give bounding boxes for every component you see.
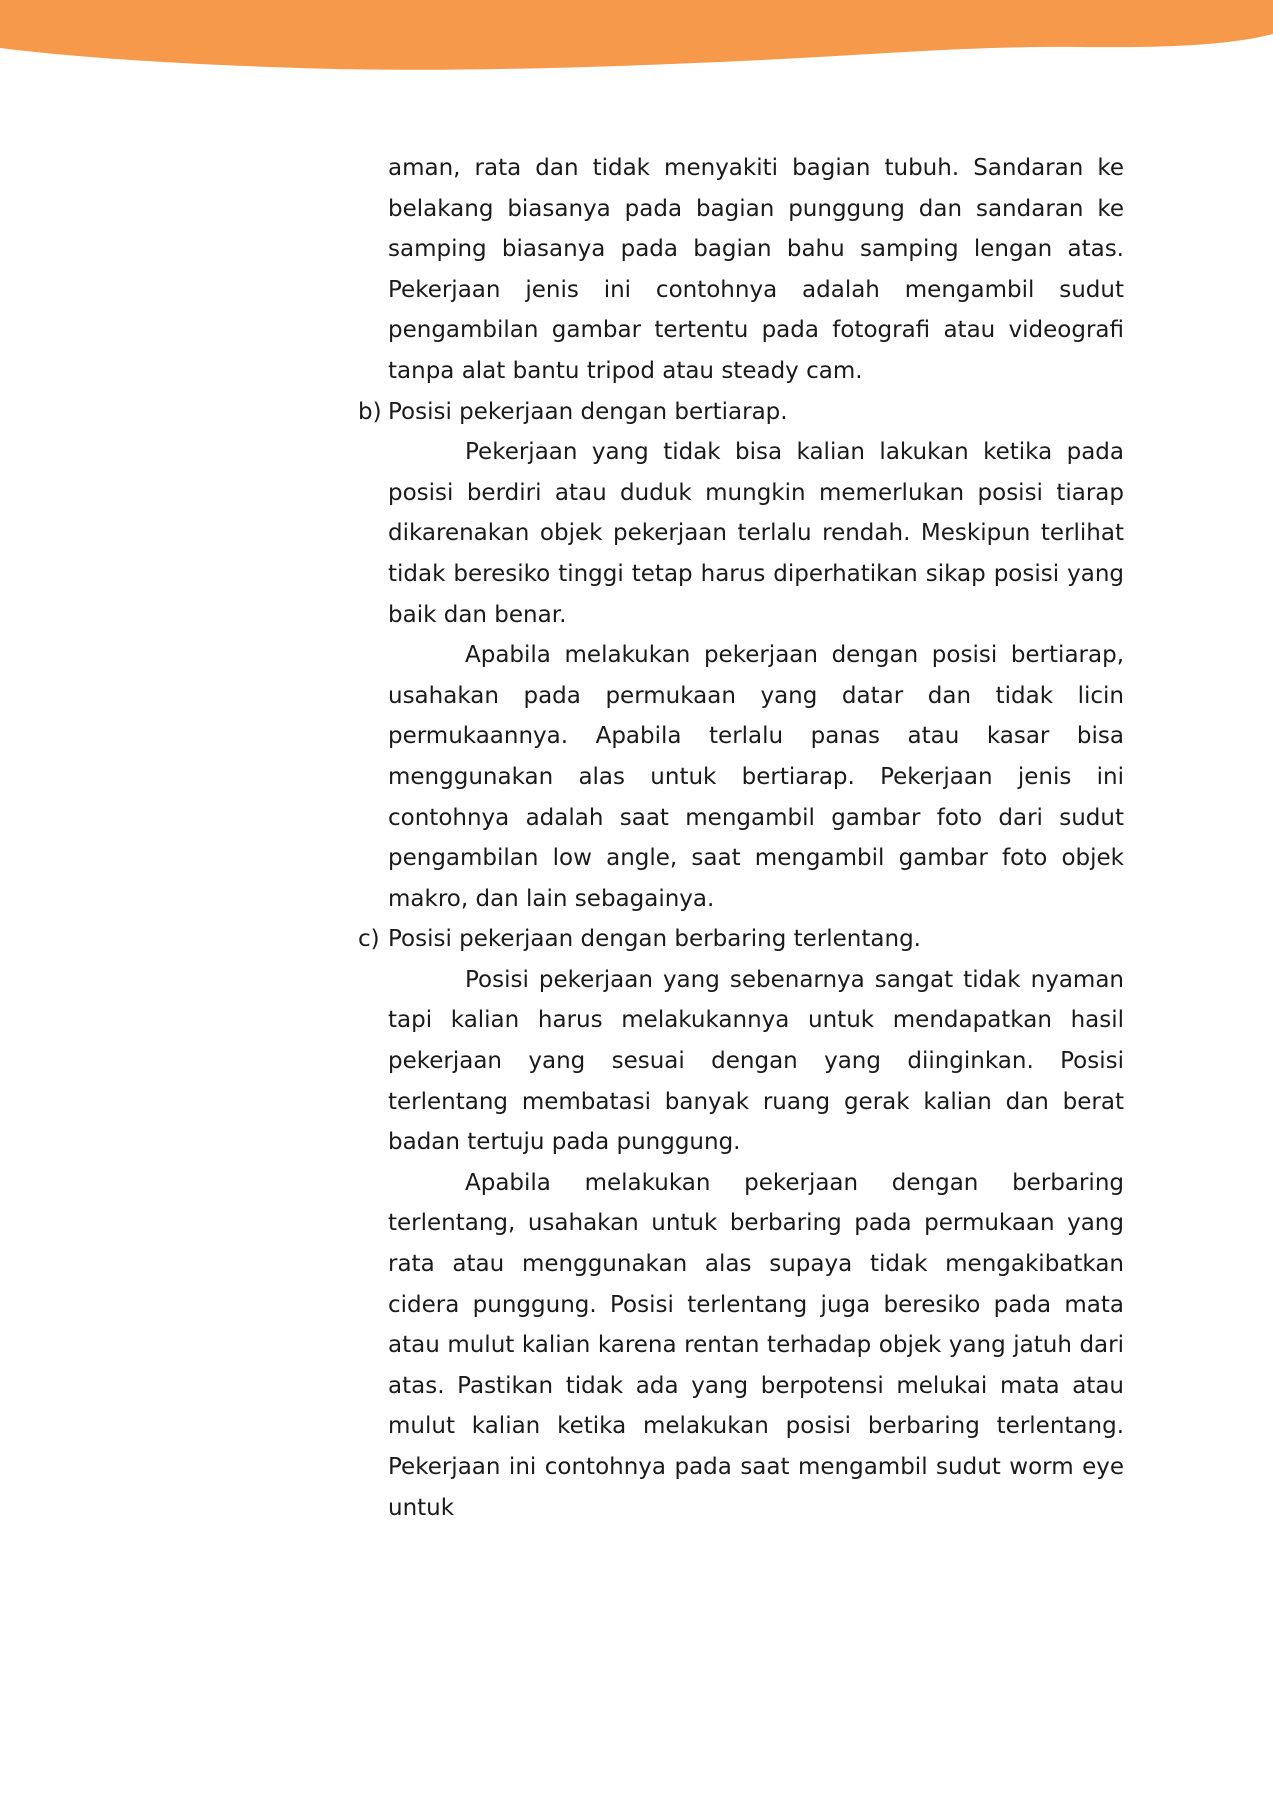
paragraph: Posisi pekerjaan yang sebenarnya sangat tidak nyaman tapi kalian harus melakukannya untuk mendapatkan hasil pekerjaan yang sesuai dengan yang diinginkan. Posisi terlentang membatasi banyak ruang gerak kalian dan berat badan tertuju pada punggung. [388,966,1124,1156]
paragraph: Apabila melakukan pekerjaan dengan berbaring terlentang, usahakan untuk berbaring pada permukaan yang rata atau menggunakan alas supaya tidak mengakibatkan cidera punggung. Posisi terlentang juga beresiko pada mata atau mulut kalian karena rentan terhadap objek yang jatuh dari atas. Pastikan tidak ada yang berpotensi melukai mata atau mulut kalian ketika melakukan posisi berbaring terlentang. Pekerjaan ini contohnya pada saat mengambil sudut worm eye untuk [388,1169,1124,1521]
intro-paragraph: aman, rata dan tidak menyakiti bagian tubuh. Sandaran ke belakang biasanya pada bagian punggung dan sandaran ke samping biasanya pada bagian bahu samping lengan atas. Pekerjaan jenis ini contohnya adalah mengambil sudut pengambilan gambar tertentu pada fotografi atau videografi tanpa alat bantu tripod atau steady cam. [388,155,1124,384]
list-item-c [358,919,1124,960]
header-wave-decoration [0,0,1273,80]
paragraph: Apabila melakukan pekerjaan dengan posisi bertiarap, usahakan pada permukaan yang datar dan tidak licin permukaannya. Apabila terlalu panas atau kasar bisa menggunakan alas untuk bertiarap. Pekerjaan jenis ini contohnya adalah saat mengambil gambar foto dari sudut pengambilan low angle, saat mengambil gambar foto objek makro, dan lain sebagainya. [388,642,1124,912]
list-heading: Posisi pekerjaan dengan berbaring terlentang. [388,926,921,953]
document-body [358,148,1124,1528]
list-item-b [358,392,1124,433]
list-label: b) [358,398,382,425]
list-heading: Posisi pekerjaan dengan bertiarap. [388,398,788,425]
list-label: c) [358,926,380,953]
paragraph: Pekerjaan yang tidak bisa kalian lakukan ketika pada posisi berdiri atau duduk mungkin memerlukan posisi tiarap dikarenakan objek pekerjaan terlalu rendah. Meskipun terlihat tidak beresiko tinggi tetap harus diperhatikan sikap posisi yang baik dan benar. [388,439,1124,628]
